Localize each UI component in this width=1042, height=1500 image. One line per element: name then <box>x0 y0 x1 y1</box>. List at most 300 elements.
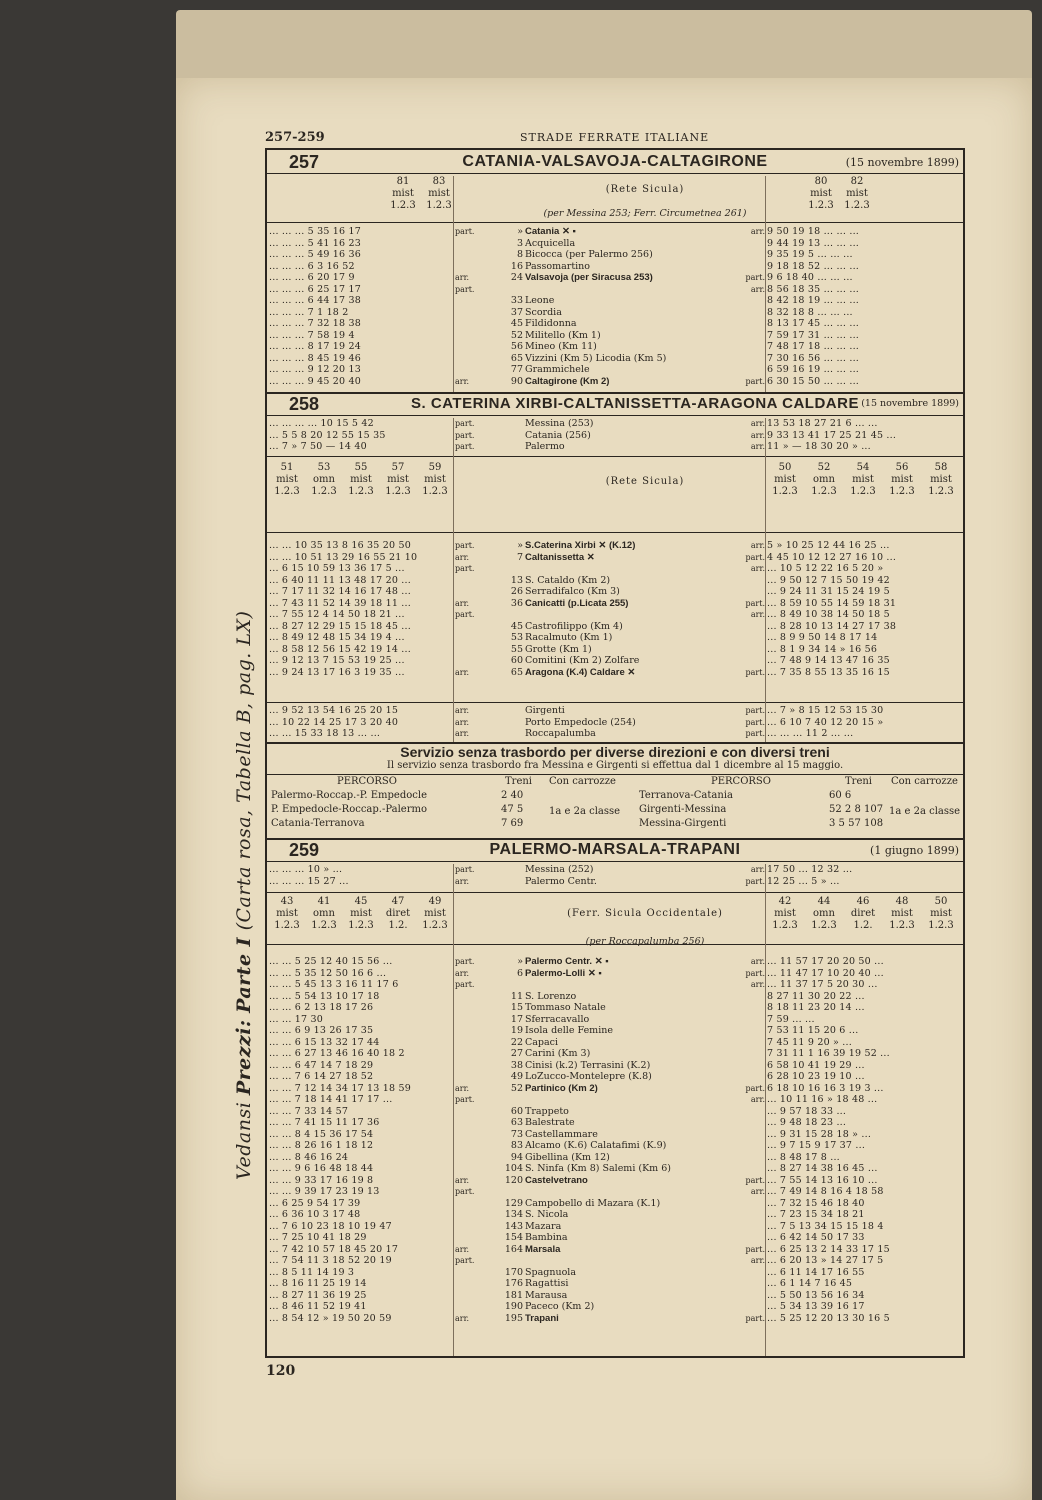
times-up: ... 6 20 13 » 14 27 17 5 <box>767 1255 884 1266</box>
train-numbers: 52 2 8 107 <box>829 804 884 815</box>
route-name: Terranova-Catania <box>639 790 733 801</box>
service-title: Servizio senza trasbordo per diverse direzioni e con diversi treni <box>400 744 830 760</box>
side-parte: Parte I <box>233 936 255 1013</box>
times-down: ... ... ... 10 » ... <box>269 864 343 875</box>
arr-part-label: arr. <box>750 227 765 236</box>
arr-part-label: part. <box>455 284 475 294</box>
table-row <box>267 968 963 980</box>
station-name: Messina (252) <box>525 864 594 875</box>
times-down: ... ... ... 5 35 16 17 <box>269 226 362 237</box>
station-name: S. Lorenzo <box>525 990 577 1002</box>
arr-part-label: arr. <box>750 1256 765 1265</box>
train-header: 57 mist 1.2.3 <box>385 462 411 497</box>
station-name: Balestrate <box>525 1117 575 1128</box>
running-header <box>265 130 965 150</box>
table-row <box>267 956 963 968</box>
station-name: Isola delle Femine <box>525 1025 613 1036</box>
service-table <box>267 776 963 832</box>
column-rule <box>453 176 454 392</box>
train-header: 81 mist 1.2.3 <box>390 176 416 211</box>
km-value: 13 <box>510 574 523 586</box>
station-name: Partinico (Km 2) <box>525 1082 598 1094</box>
times-up: ... 8 48 17 8 ... <box>767 1151 840 1163</box>
network-label: (Rete Sicula) <box>605 476 685 487</box>
arr-part-label: part. <box>745 876 765 886</box>
train-numbers: 3 5 57 108 <box>829 818 884 829</box>
table-row <box>267 1083 963 1095</box>
connections-note: (per Roccapalumba 256) <box>585 936 705 947</box>
km-value: 73 <box>510 1128 523 1140</box>
arr-part-label: arr. <box>455 706 470 715</box>
times-down: ... 7 » 7 50 — 14 40 <box>269 441 367 452</box>
station-name: Cinisi (k.2) Terrasini (K.2) <box>525 1059 651 1071</box>
station-name: Canicatti (p.Licata 255) <box>525 597 629 609</box>
station-name: Bicocca (per Palermo 256) <box>525 249 653 260</box>
times-down: ... 7 55 12 4 14 50 18 21 ... <box>269 609 405 620</box>
table-row <box>267 430 963 442</box>
table-row <box>267 249 963 261</box>
km-value: 36 <box>510 597 523 609</box>
times-down: ... ... ... 6 3 16 52 <box>269 260 355 272</box>
times-up: ... 5 25 12 20 13 30 16 5 <box>767 1312 890 1324</box>
station-name: Palermo Centr. <box>525 875 597 887</box>
column-rule <box>765 176 766 392</box>
km-value: 38 <box>510 1059 523 1071</box>
section-259-connections-top <box>267 864 963 887</box>
train-header: 48 mist 1.2.3 <box>889 896 915 931</box>
arr-part-label: arr. <box>455 876 470 886</box>
km-value: 164 <box>504 1243 523 1255</box>
times-up: 9 33 13 41 17 25 21 45 ... <box>767 429 897 441</box>
station-name: Marausa <box>525 1289 568 1301</box>
table-row <box>267 655 963 667</box>
table-row <box>267 575 963 587</box>
times-down: ... 8 5 11 14 19 3 <box>269 1266 355 1278</box>
table-row <box>267 364 963 376</box>
arr-part-label: arr. <box>750 1187 765 1196</box>
column-rule <box>453 864 454 1356</box>
section-258-connections-top <box>267 418 963 453</box>
train-numbers: 2 40 <box>501 790 524 801</box>
km-value: 45 <box>510 318 523 329</box>
arr-part-label: part. <box>455 1095 475 1104</box>
table-row <box>267 991 963 1003</box>
times-down: ... 9 52 13 54 16 25 20 15 <box>269 705 399 716</box>
train-header: 80 mist 1.2.3 <box>808 176 834 211</box>
times-down: ... ... ... 6 44 17 38 <box>269 295 362 306</box>
table-row <box>267 586 963 598</box>
arr-part-label: part. <box>745 273 765 282</box>
network-label: (Rete Sicula) <box>605 184 685 195</box>
times-up: 9 35 19 5 ... ... ... <box>767 249 853 260</box>
station-name: S.Caterina Xirbi ✕ (K.12) <box>525 540 636 551</box>
train-header: 41 omn 1.2.3 <box>311 896 337 931</box>
table-row <box>267 1163 963 1175</box>
station-name: Roccapalumba <box>525 728 596 739</box>
times-down: ... 9 12 13 7 15 53 19 25 ... <box>269 655 405 666</box>
table-row <box>267 1313 963 1325</box>
table-row <box>267 284 963 296</box>
km-value: 104 <box>504 1163 523 1174</box>
times-up: 7 31 11 1 16 39 19 52 ... <box>767 1048 890 1059</box>
station-name: Grammichele <box>525 364 590 375</box>
arr-part-label: part. <box>455 1187 475 1196</box>
section-258-column-header <box>267 462 963 510</box>
times-down: ... 9 24 13 17 16 3 19 35 ... <box>269 666 405 678</box>
times-up: 8 42 18 19 ... ... ... <box>767 295 860 306</box>
rule <box>267 774 963 775</box>
times-down: ... ... 9 33 17 16 19 8 <box>269 1174 374 1186</box>
km-value: 11 <box>510 990 523 1002</box>
train-header: 45 mist 1.2.3 <box>348 896 374 931</box>
arr-part-label: part. <box>455 442 475 451</box>
table-row <box>267 864 963 876</box>
km-value: 17 <box>510 1013 523 1025</box>
table-row <box>267 1037 963 1049</box>
arr-part-label: part. <box>455 227 475 236</box>
times-down: ... ... 8 26 16 1 18 12 <box>269 1140 374 1151</box>
arr-part-label: arr. <box>750 610 765 619</box>
station-name: Trapani <box>525 1312 559 1324</box>
station-name: Mazara <box>525 1220 562 1232</box>
times-up: ... 10 5 12 22 16 5 20 » <box>767 563 884 574</box>
train-header: 42 mist 1.2.3 <box>772 896 798 931</box>
times-down: ... ... 7 18 14 41 17 17 ... <box>269 1094 393 1105</box>
km-value: 22 <box>510 1036 523 1048</box>
station-name: Tommaso Natale <box>525 1002 606 1013</box>
km-value: 77 <box>510 364 523 375</box>
table-row <box>267 1301 963 1313</box>
table-row <box>267 1198 963 1210</box>
table-row <box>267 717 963 729</box>
train-numbers: 7 69 <box>501 818 524 829</box>
table-row <box>267 1129 963 1141</box>
arr-part-label: part. <box>745 376 765 386</box>
km-value: 181 <box>504 1289 523 1301</box>
times-down: ... ... ... 7 32 18 38 <box>269 318 362 329</box>
table-row <box>267 1025 963 1037</box>
times-down: ... ... ... 5 41 16 23 <box>269 237 362 249</box>
table-row <box>267 609 963 621</box>
arr-part-label: part. <box>745 729 765 738</box>
table-row <box>267 238 963 250</box>
table-row <box>267 295 963 307</box>
table-row <box>267 1175 963 1187</box>
times-up: 9 18 18 52 ... ... ... <box>767 260 860 272</box>
station-name: Castrofilippo (Km 4) <box>525 620 623 632</box>
arr-part-label: part. <box>455 610 475 619</box>
times-down: ... 7 6 10 23 18 10 19 47 <box>269 1220 392 1232</box>
station-name: Spagnuola <box>525 1266 576 1278</box>
km-value: 60 <box>510 655 523 666</box>
km-value: 134 <box>504 1209 523 1220</box>
arr-part-label: part. <box>745 667 765 677</box>
station-name: Ragattisi <box>525 1278 569 1289</box>
times-down: ... ... ... 6 25 17 17 <box>269 283 362 295</box>
times-up: ... 7 48 9 14 13 47 16 35 <box>767 655 890 666</box>
times-down: ... ... 5 54 13 10 17 18 <box>269 990 380 1002</box>
station-name: Paceco (Km 2) <box>525 1301 595 1312</box>
times-up: 12 25 ... 5 » ... <box>767 875 840 887</box>
times-up: 11 » — 18 30 20 » ... <box>767 441 871 452</box>
table-row <box>267 1014 963 1026</box>
table-row <box>267 1278 963 1290</box>
times-up: 9 50 19 18 ... ... ... <box>767 226 860 237</box>
table-row <box>267 1117 963 1129</box>
km-value: » <box>517 226 523 237</box>
arr-part-label: arr. <box>455 1244 470 1254</box>
times-down: ... 6 25 9 54 17 39 <box>269 1197 361 1209</box>
times-down: ... ... 5 25 12 40 15 56 ... <box>269 956 393 967</box>
train-header: 56 mist 1.2.3 <box>889 462 915 497</box>
train-header: 49 mist 1.2.3 <box>422 896 448 931</box>
station-name: Caltagirone (Km 2) <box>525 375 610 387</box>
times-down: ... ... ... 7 1 18 2 <box>269 306 349 318</box>
times-down: ... 7 42 10 57 18 45 20 17 <box>269 1243 399 1255</box>
route-name: P. Empedocle-Roccap.-Palermo <box>271 804 427 815</box>
service-notice <box>267 744 963 771</box>
arr-part-label: arr. <box>455 1083 470 1093</box>
column-rule <box>765 418 766 742</box>
times-down: ... 6 40 11 11 13 48 17 20 ... <box>269 574 411 586</box>
km-value: 129 <box>504 1197 523 1209</box>
table-row <box>267 1186 963 1198</box>
page-top-edge <box>176 10 1032 78</box>
service-row <box>267 818 963 832</box>
service-row <box>267 790 963 804</box>
rule <box>267 702 963 703</box>
times-down: ... 6 36 10 3 17 48 <box>269 1209 361 1220</box>
times-down: ... ... 10 51 13 29 16 55 21 10 <box>269 551 418 563</box>
times-up: ... 6 42 14 50 17 33 <box>767 1232 865 1243</box>
times-down: ... 8 16 11 25 19 14 <box>269 1278 367 1289</box>
station-name: Comitini (Km 2) Zolfare <box>525 655 640 666</box>
station-name: Serradifalco (Km 3) <box>525 586 620 597</box>
arr-part-label: arr. <box>455 729 470 738</box>
table-row <box>267 1232 963 1244</box>
times-down: ... ... ... 7 58 19 4 <box>269 329 355 341</box>
station-name: Gibellina (Km 12) <box>525 1151 610 1163</box>
section-258-connections-bottom <box>267 705 963 740</box>
table-row <box>267 705 963 717</box>
station-name: Racalmuto (Km 1) <box>525 632 613 643</box>
arr-part-label: arr. <box>750 284 765 294</box>
times-up: ... 9 31 15 28 18 » ... <box>767 1128 872 1140</box>
arr-part-label: part. <box>745 598 765 608</box>
train-header: 54 mist 1.2.3 <box>850 462 876 497</box>
table-row <box>267 667 963 679</box>
times-up: ... 7 23 15 34 18 21 <box>767 1209 865 1220</box>
table-row <box>267 1106 963 1118</box>
train-header: 43 mist 1.2.3 <box>274 896 300 931</box>
km-value: 176 <box>504 1278 523 1289</box>
station-name: Mineo (Km 11) <box>525 341 597 352</box>
section-title: PALERMO-MARSALA-TRAPANI <box>489 841 741 858</box>
train-header: 83 mist 1.2.3 <box>426 176 452 211</box>
section-258-header <box>267 394 963 416</box>
times-down: ... ... 15 33 18 13 ... ... <box>269 728 381 739</box>
km-value: 60 <box>510 1105 523 1117</box>
times-up: 7 48 17 18 ... ... ... <box>767 341 860 352</box>
station-name: Grotte (Km 1) <box>525 643 592 655</box>
station-name: Acquicella <box>525 237 576 249</box>
table-row <box>267 1140 963 1152</box>
times-down: ... 8 27 12 29 15 15 18 45 ... <box>269 620 411 632</box>
times-up: 9 44 19 13 ... ... ... <box>767 237 860 249</box>
class-note: 1a e 2a classe <box>549 806 621 817</box>
arr-part-label: part. <box>745 1083 765 1093</box>
table-row <box>267 1244 963 1256</box>
side-prezzi: Prezzi: <box>233 1019 255 1096</box>
table-row <box>267 563 963 575</box>
times-up: ... 6 25 13 2 14 33 17 15 <box>767 1243 890 1255</box>
table-row <box>267 1060 963 1072</box>
times-down: ... ... ... 8 45 19 46 <box>269 352 362 364</box>
station-name: Messina (253) <box>525 418 594 429</box>
timetable-frame <box>265 148 965 1358</box>
arr-part-label: arr. <box>455 598 470 608</box>
train-header: 50 mist 1.2.3 <box>928 896 954 931</box>
times-up: ... 7 35 8 55 13 35 16 15 <box>767 666 890 678</box>
times-down: ... ... ... 5 49 16 36 <box>269 249 362 260</box>
train-header: 44 omn 1.2.3 <box>811 896 837 931</box>
network-label: (Ferr. Sicula Occidentale) <box>567 908 723 919</box>
station-name: Scordia <box>525 306 562 318</box>
times-up: ... 10 11 16 » 18 48 ... <box>767 1094 878 1105</box>
col-percorso: PERCORSO <box>711 776 771 787</box>
times-up: ... 8 49 10 38 14 50 18 5 <box>767 609 890 620</box>
station-name: Fildidonna <box>525 318 577 329</box>
table-row <box>267 307 963 319</box>
times-up: ... 7 5 13 34 15 15 18 4 <box>767 1220 884 1232</box>
arr-part-label: arr. <box>750 957 765 966</box>
times-up: 6 59 16 19 ... ... ... <box>767 364 860 375</box>
section-257-header <box>267 152 963 174</box>
train-header: 59 mist 1.2.3 <box>422 462 448 497</box>
station-name: Castellammare <box>525 1128 598 1140</box>
arr-part-label: arr. <box>455 667 470 677</box>
times-down: ... ... ... 8 17 19 24 <box>269 341 362 352</box>
times-down: ... ... 8 46 16 24 <box>269 1151 349 1163</box>
times-down: ... ... 7 6 14 27 18 52 <box>269 1071 374 1082</box>
station-name: Girgenti <box>525 705 565 716</box>
times-down: ... ... 6 9 13 26 17 35 <box>269 1025 374 1036</box>
arr-part-label: arr. <box>455 273 470 282</box>
arr-part-label: part. <box>745 717 765 727</box>
route-name: Palermo-Roccap.-P. Empedocle <box>271 790 427 801</box>
km-value: 65 <box>510 352 523 364</box>
times-down: ... ... 5 45 13 3 16 11 17 6 <box>269 979 399 990</box>
section-date: (15 novembre 1899) <box>861 398 959 409</box>
table-row <box>267 330 963 342</box>
table-row <box>267 272 963 284</box>
times-up: ... 9 48 18 23 ... <box>767 1117 847 1128</box>
times-down: ... ... ... 15 27 ... <box>269 875 349 887</box>
table-row <box>267 353 963 365</box>
page-number: 120 <box>266 1363 296 1379</box>
rule <box>267 892 963 893</box>
times-up: ... 6 11 14 17 16 55 <box>767 1266 865 1278</box>
table-row <box>267 341 963 353</box>
table-row <box>267 632 963 644</box>
station-name: Leone <box>525 295 555 306</box>
km-value: 24 <box>510 272 523 283</box>
times-up: 17 50 ... 12 32 ... <box>767 864 853 875</box>
train-header: 52 omn 1.2.3 <box>811 462 837 497</box>
station-name: Palermo <box>525 441 565 452</box>
km-value: 120 <box>504 1174 523 1186</box>
times-up: ... 9 50 12 7 15 50 19 42 <box>767 574 890 586</box>
col-carrozze: Con carrozze <box>549 776 616 787</box>
arr-part-label: part. <box>455 1256 475 1265</box>
times-down: ... 5 5 8 20 12 55 15 35 <box>269 429 386 441</box>
table-row <box>267 1255 963 1267</box>
arr-part-label: arr. <box>455 552 470 562</box>
times-up: ... 5 34 13 39 16 17 <box>767 1301 865 1312</box>
km-value: 55 <box>510 643 523 655</box>
station-name: Passomartino <box>525 260 591 272</box>
table-row <box>267 1002 963 1014</box>
arr-part-label: arr. <box>750 442 765 451</box>
arr-part-label: part. <box>455 430 475 440</box>
train-header: 55 mist 1.2.3 <box>348 462 374 497</box>
km-value: 154 <box>504 1232 523 1243</box>
km-value: 170 <box>504 1266 523 1278</box>
km-value: 8 <box>516 249 523 260</box>
times-down: ... ... 7 41 15 11 17 36 <box>269 1117 380 1128</box>
arr-part-label: part. <box>455 541 475 550</box>
table-row <box>267 1071 963 1083</box>
arr-part-label: part. <box>455 419 475 428</box>
section-259-header <box>267 840 963 862</box>
arr-part-label: part. <box>455 564 475 573</box>
km-value: 52 <box>510 1082 523 1094</box>
km-value: 6 <box>516 967 523 979</box>
col-percorso: PERCORSO <box>337 776 397 787</box>
table-row <box>267 1209 963 1221</box>
table-row <box>267 376 963 388</box>
km-value: 7 <box>516 551 523 563</box>
table-row <box>267 598 963 610</box>
route-name: Girgenti-Messina <box>639 804 727 815</box>
times-up: 8 13 17 45 ... ... ... <box>767 318 860 329</box>
section-number: 258 <box>289 394 320 414</box>
station-name: Valsavoja (per Siracusa 253) <box>525 272 653 283</box>
times-up: ... 7 49 14 8 16 4 18 58 <box>767 1186 884 1197</box>
route-name: Messina-Girgenti <box>639 818 727 829</box>
times-up: 6 28 10 23 19 10 ... <box>767 1071 865 1082</box>
km-value: » <box>517 956 523 967</box>
header-title: STRADE FERRATE ITALIANE <box>520 131 710 144</box>
km-value: 16 <box>510 260 523 272</box>
times-up: ... 6 1 14 7 16 45 <box>767 1278 853 1289</box>
km-value: 26 <box>510 586 523 597</box>
station-name: Catania ✕ ▪ <box>525 226 576 237</box>
section-258-table <box>267 540 963 678</box>
station-name: S. Cataldo (Km 2) <box>525 574 611 586</box>
arr-part-label: arr. <box>750 980 765 989</box>
table-row <box>267 621 963 633</box>
times-up: ... 8 59 10 55 14 59 18 31 <box>767 597 897 609</box>
times-down: ... ... 5 35 12 50 16 6 ... <box>269 967 387 979</box>
table-row <box>267 1267 963 1279</box>
arr-part-label: arr. <box>750 1095 765 1104</box>
section-number: 257 <box>289 152 320 172</box>
times-down: ... ... 17 30 <box>269 1013 323 1025</box>
arr-part-label: arr. <box>455 1313 470 1323</box>
times-down: ... ... 9 39 17 23 19 13 <box>269 1186 380 1197</box>
arr-part-label: part. <box>745 1313 765 1323</box>
